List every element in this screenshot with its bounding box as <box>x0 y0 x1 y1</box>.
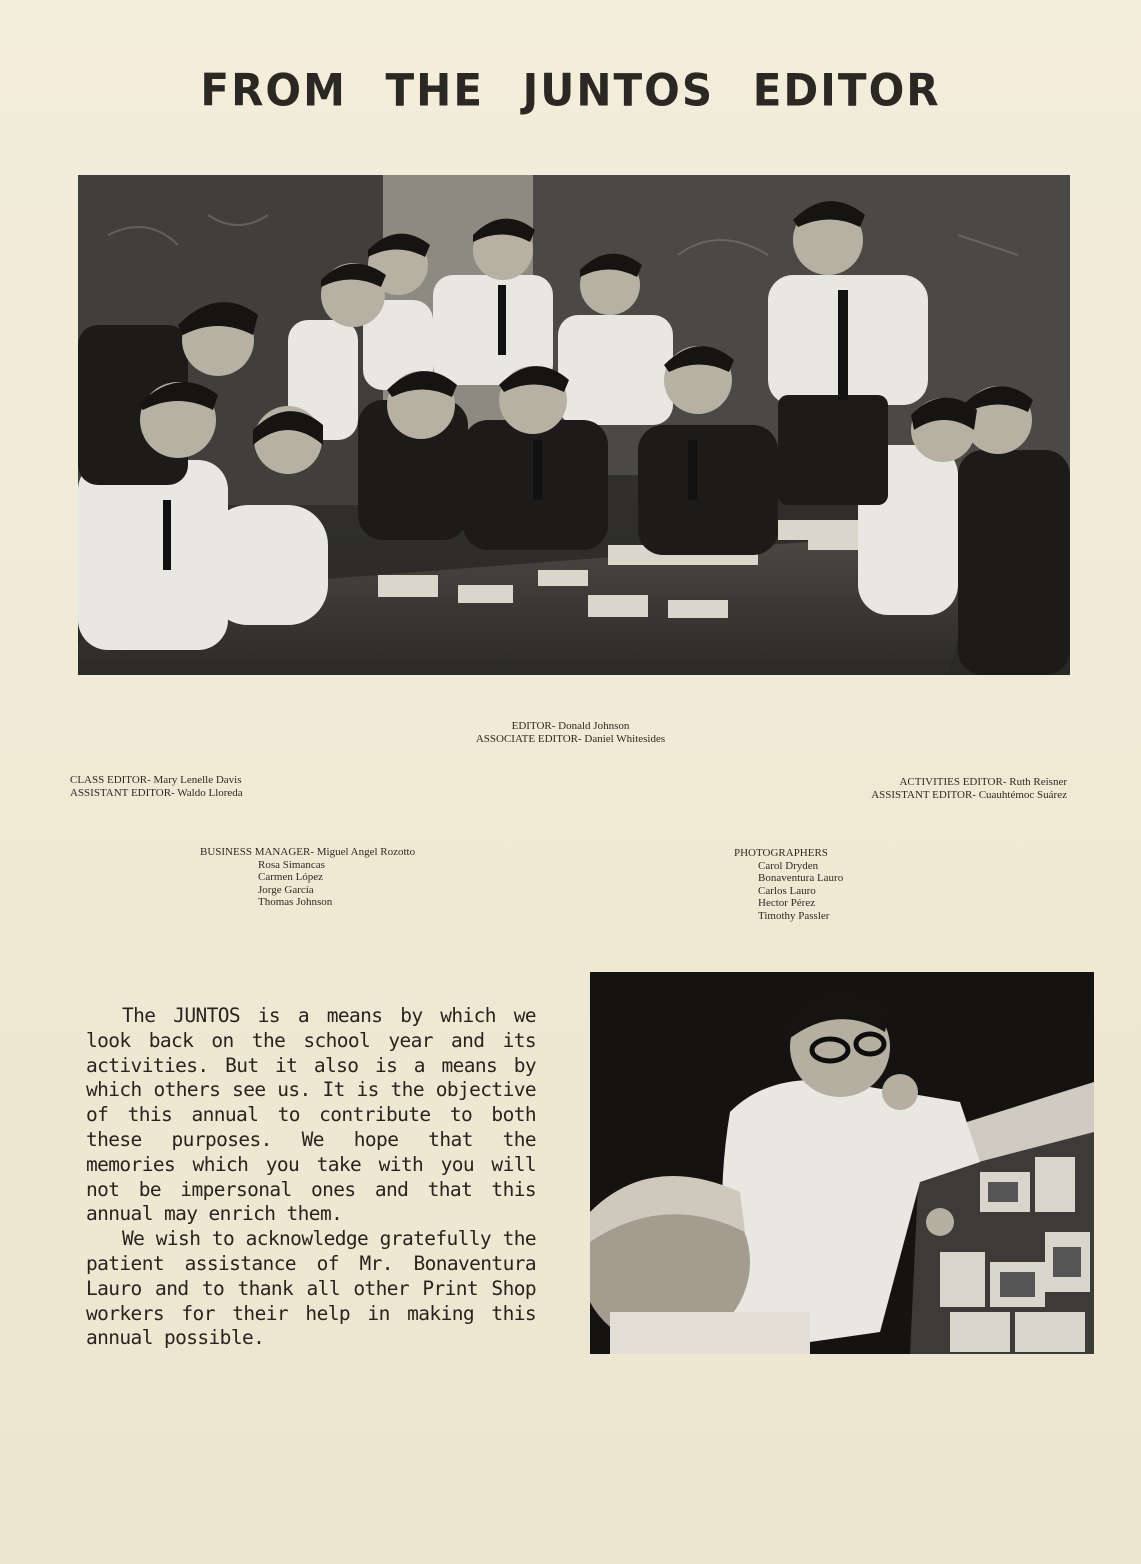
print-shop-photo-illustration <box>590 972 1094 1354</box>
photographer-name: Carlos Lauro <box>758 884 816 897</box>
staff-photo-illustration <box>78 175 1070 675</box>
editor-credit: EDITOR- Donald Johnson <box>511 720 630 732</box>
business-manager-credit: BUSINESS MANAGER- Miguel Angel Rozotto <box>200 846 416 858</box>
class-assistant-credit: ASSISTANT EDITOR- Waldo Lloreda <box>70 786 243 799</box>
activities-assistant-credit: ASSISTANT EDITOR- Cuauhtémoc Suárez <box>871 788 1067 801</box>
photographer-credits <box>734 847 843 922</box>
photographer-name: Timothy Passler <box>758 909 830 922</box>
activities-editor-credit: ACTIVITIES EDITOR- Ruth Reisner <box>899 776 1067 788</box>
class-editor-credits <box>70 774 243 799</box>
print-shop-photo <box>590 972 1094 1354</box>
business-staff-name: Jorge García <box>258 883 314 896</box>
photographer-name: Hector Pérez <box>758 897 816 909</box>
activities-editor-credits <box>836 776 1067 801</box>
class-editor-credit: CLASS EDITOR- Mary Lenelle Davis <box>70 774 242 786</box>
photographer-name: Carol Dryden <box>758 859 819 872</box>
business-staff-name: Rosa Simancas <box>258 858 325 871</box>
business-staff-name: Thomas Johnson <box>258 896 333 908</box>
business-staff-name: Carmen López <box>258 871 324 883</box>
photographer-name: Bonaventura Lauro <box>758 872 844 884</box>
business-credits <box>200 846 415 909</box>
page-title: FROM THE JUNTOS EDITOR <box>200 64 941 117</box>
message-paragraph-2: We wish to acknowledge gratefully the patient assistance of Mr. Bonaventura Lauro and to thank all other Print Shop workers for their help in making this annual possible. <box>86 1227 536 1350</box>
message-paragraph-1: The JUNTOS is a means by which we look back on the school year and its activities. But it also is a means by which others see us. It is the objective of this annual to contribute to both these purposes. We hope that the memories which you take with you will not be impersonal ones and that this annual may enrich them. <box>86 1004 536 1226</box>
editor-credits <box>0 720 1141 745</box>
associate-editor-credit: ASSOCIATE EDITOR- Daniel Whitesides <box>475 732 666 745</box>
photographers-label: PHOTOGRAPHERS <box>734 847 828 859</box>
editor-message <box>86 1004 536 1351</box>
staff-group-photo <box>78 175 1070 675</box>
